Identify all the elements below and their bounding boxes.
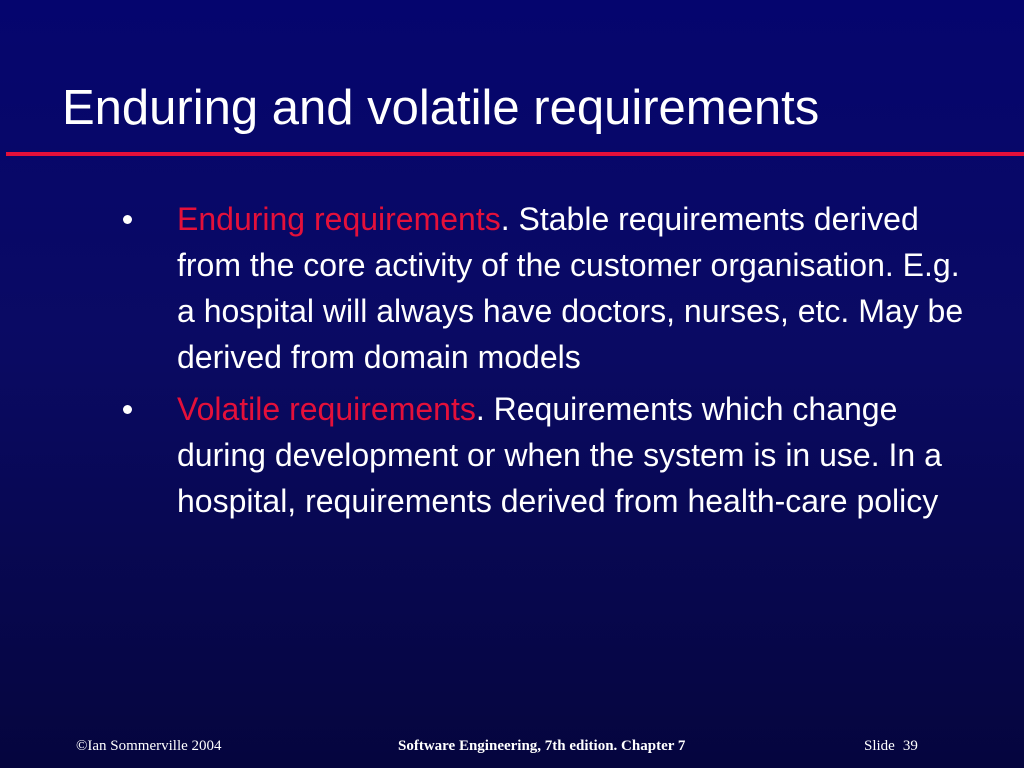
bullet-text: . Stable requirements derived from the core activity of the customer organisation. E.g. a hospital will always have doctors, nurses, etc. May be derived from domain models bbox=[177, 201, 964, 375]
footer-slide-number bbox=[864, 738, 918, 755]
footer-book-title: Software Engineering, 7th edition. Chapter 7 bbox=[398, 738, 686, 754]
slide-number: 39 bbox=[902, 738, 918, 754]
bullet-term: Enduring requirements bbox=[177, 201, 501, 237]
bullet-list bbox=[120, 196, 980, 530]
bullet-item-enduring bbox=[120, 196, 980, 380]
bullet-text: . Requirements which change during development or when the system is in use. In a hospital, requirements derived from health-care policy bbox=[177, 391, 942, 519]
bullet-item-volatile bbox=[120, 386, 980, 524]
title-divider bbox=[6, 152, 1024, 156]
slide-label: Slide bbox=[864, 738, 895, 754]
bullet-term: Volatile requirements bbox=[177, 391, 476, 427]
bullet-dot-icon bbox=[123, 215, 132, 224]
slide-title: Enduring and volatile requirements bbox=[62, 81, 820, 135]
footer-copyright: ©Ian Sommerville 2004 bbox=[76, 738, 222, 754]
bullet-dot-icon bbox=[123, 405, 132, 414]
